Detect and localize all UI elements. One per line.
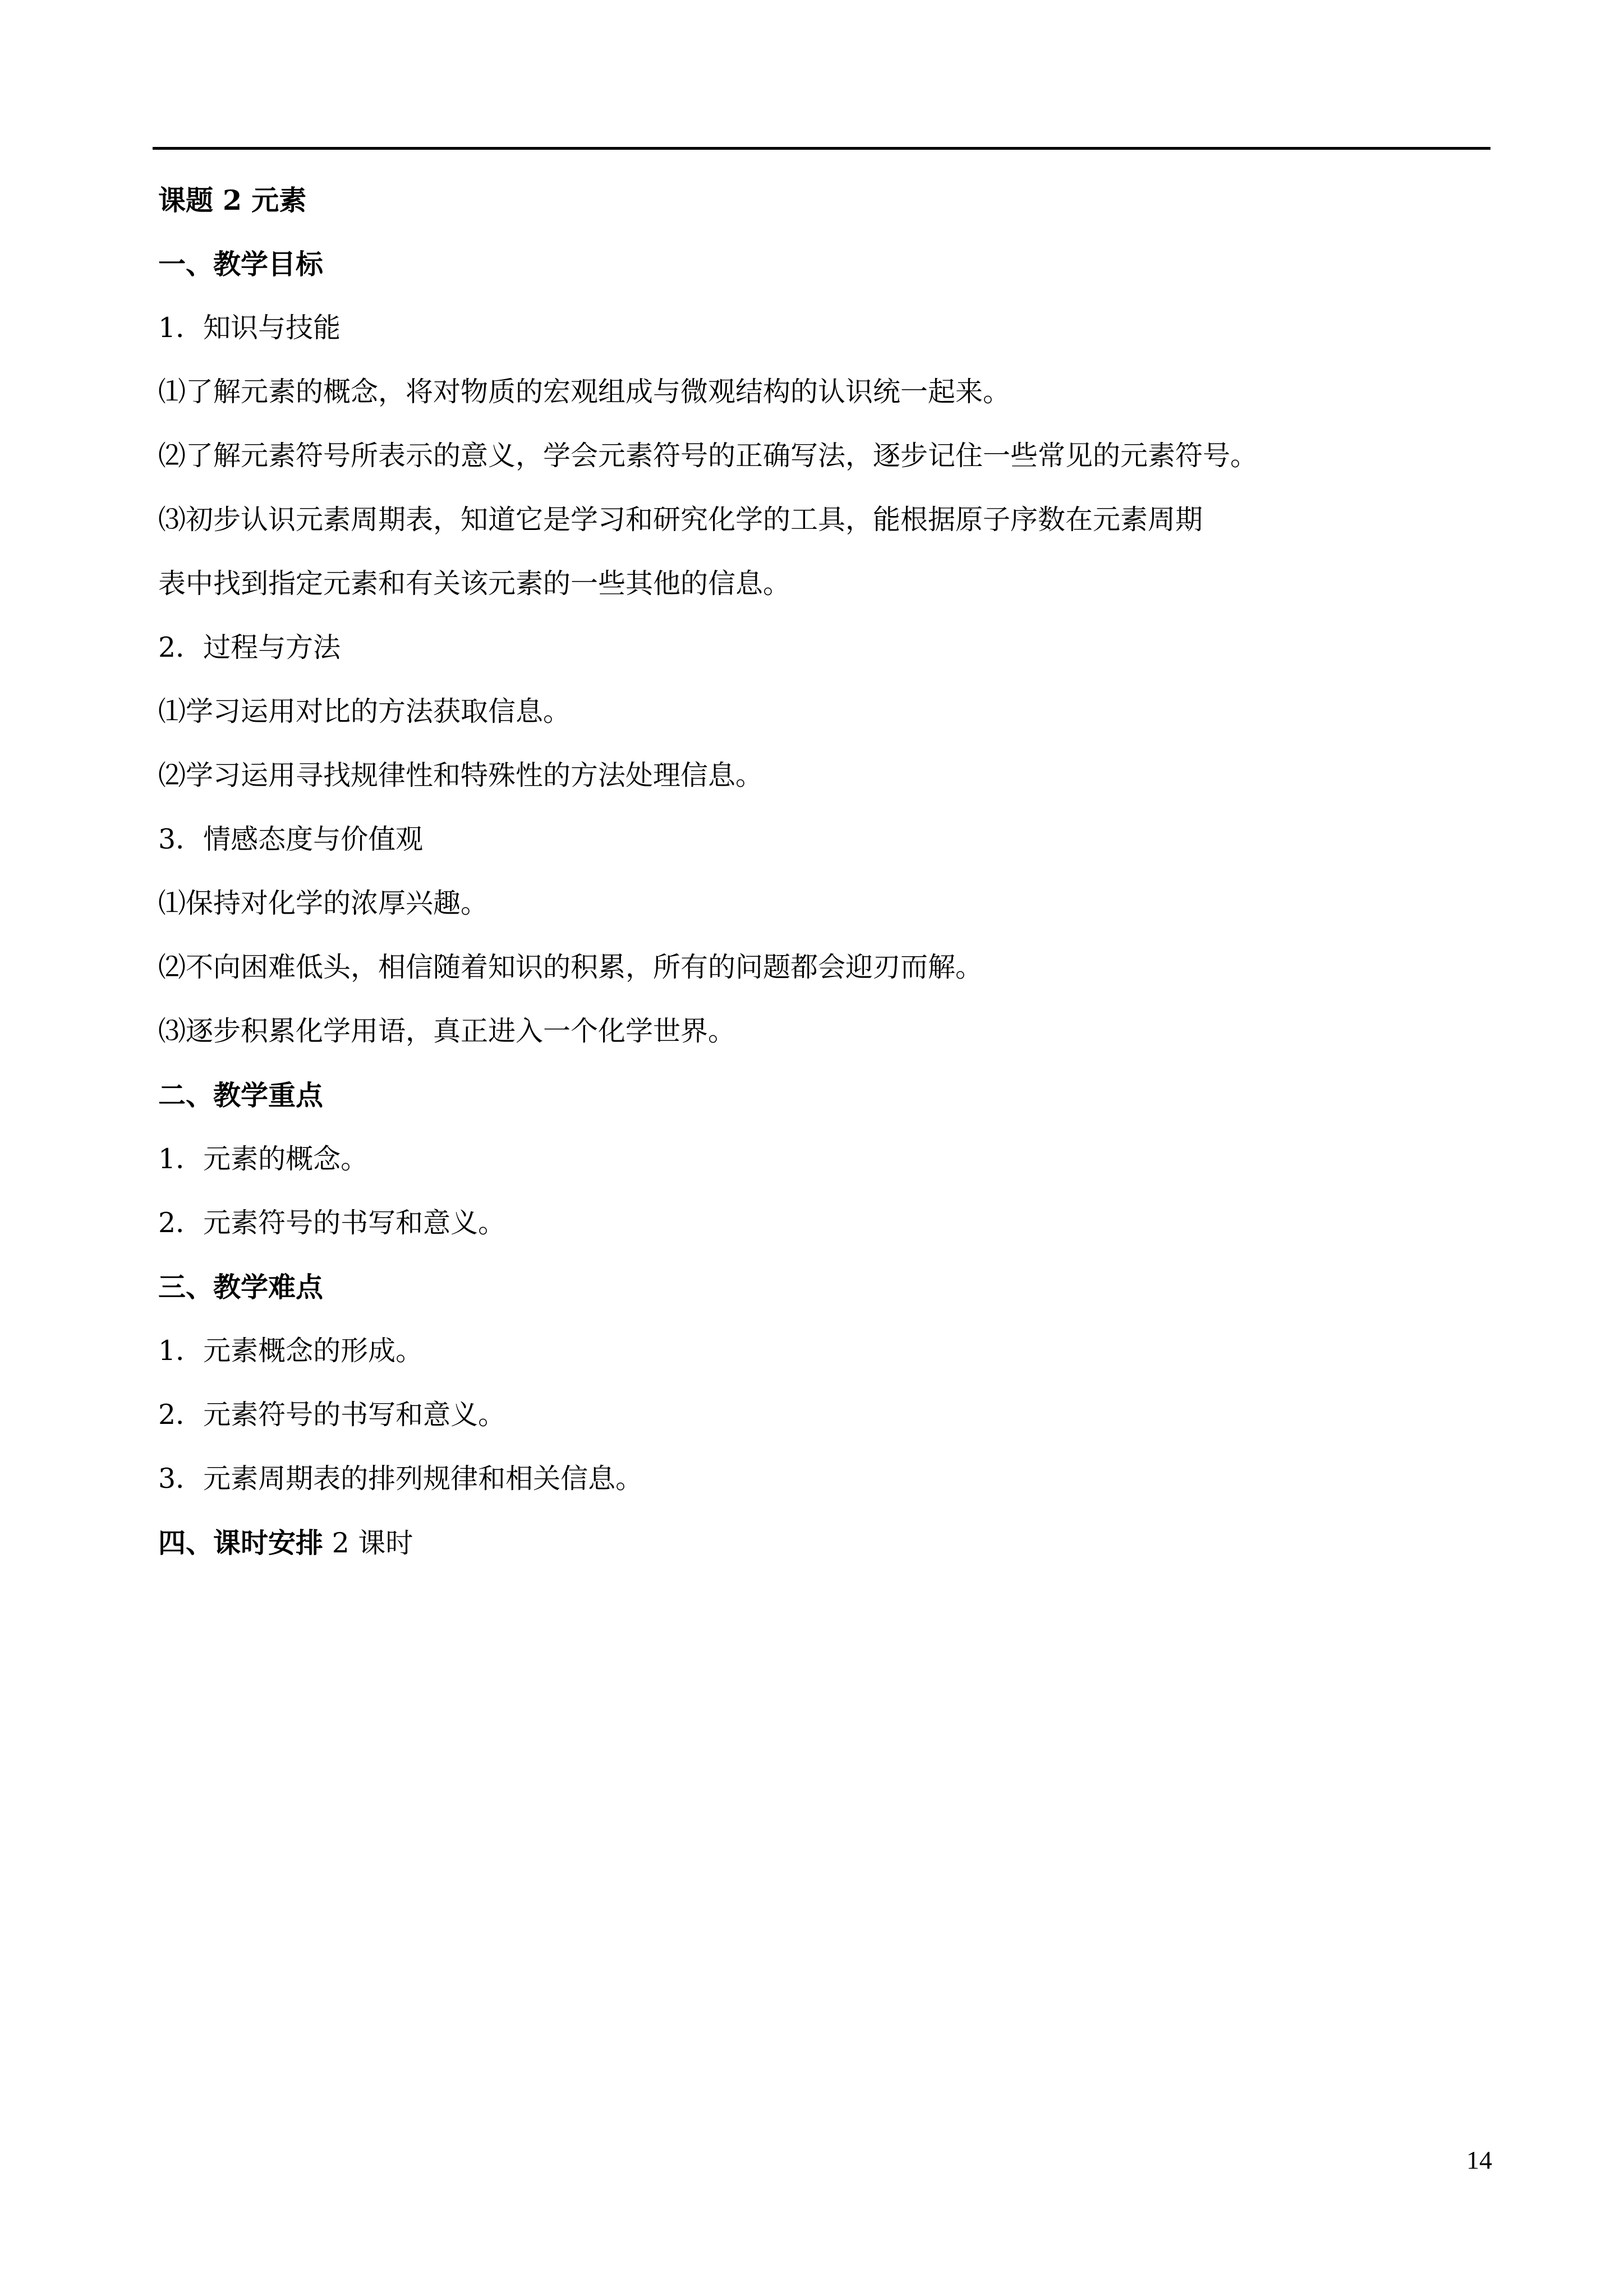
list-item: 2．元素符号的书写和意义。 xyxy=(158,1207,506,1239)
list-item: 2．元素符号的书写和意义。 xyxy=(158,1399,506,1431)
section-heading-key-points: 二、教学重点 xyxy=(158,1079,324,1112)
subsection-heading-attitude: 3．情感态度与价值观 xyxy=(158,823,424,855)
list-item: ⑵不向困难低头，相信随着知识的积累，所有的问题都会迎刃而解。 xyxy=(158,951,983,983)
list-item: 1．元素概念的形成。 xyxy=(158,1335,424,1367)
page-number: 14 xyxy=(1466,2146,1492,2174)
list-item: ⑵了解元素符号所表示的意义，学会元素符号的正确写法，逐步记住一些常见的元素符号。 xyxy=(158,440,1258,472)
subsection-heading-process: 2．过程与方法 xyxy=(158,631,341,663)
list-item: ⑴保持对化学的浓厚兴趣。 xyxy=(158,887,489,919)
list-item: ⑴学习运用对比的方法获取信息。 xyxy=(158,695,571,727)
lesson-title: 课题 2 元素 xyxy=(158,184,307,216)
list-item: ⑶逐步积累化学用语，真正进入一个化学世界。 xyxy=(158,1015,736,1047)
list-item: 3．元素周期表的排列规律和相关信息。 xyxy=(158,1463,643,1495)
subsection-heading-knowledge: 1．知识与技能 xyxy=(158,312,341,344)
list-item-continuation: 表中找到指定元素和有关该元素的一些其他的信息。 xyxy=(158,568,791,600)
section-heading-objectives: 一、教学目标 xyxy=(158,248,324,280)
schedule-line xyxy=(158,1511,1482,1575)
section-heading-schedule: 四、课时安排 xyxy=(158,1527,324,1559)
list-item: 1．元素的概念。 xyxy=(158,1143,369,1175)
header-rule xyxy=(153,147,1490,150)
list-item: ⑴了解元素的概念，将对物质的宏观组成与微观结构的认识统一起来。 xyxy=(158,376,1011,408)
section-heading-difficulties: 三、教学难点 xyxy=(158,1271,324,1303)
document-body xyxy=(158,168,1482,1575)
schedule-value: 2 课时 xyxy=(323,1527,413,1559)
list-item: ⑶初步认识元素周期表，知道它是学习和研究化学的工具，能根据原子序数在元素周期 xyxy=(158,504,1203,536)
list-item: ⑵学习运用寻找规律性和特殊性的方法处理信息。 xyxy=(158,759,763,791)
